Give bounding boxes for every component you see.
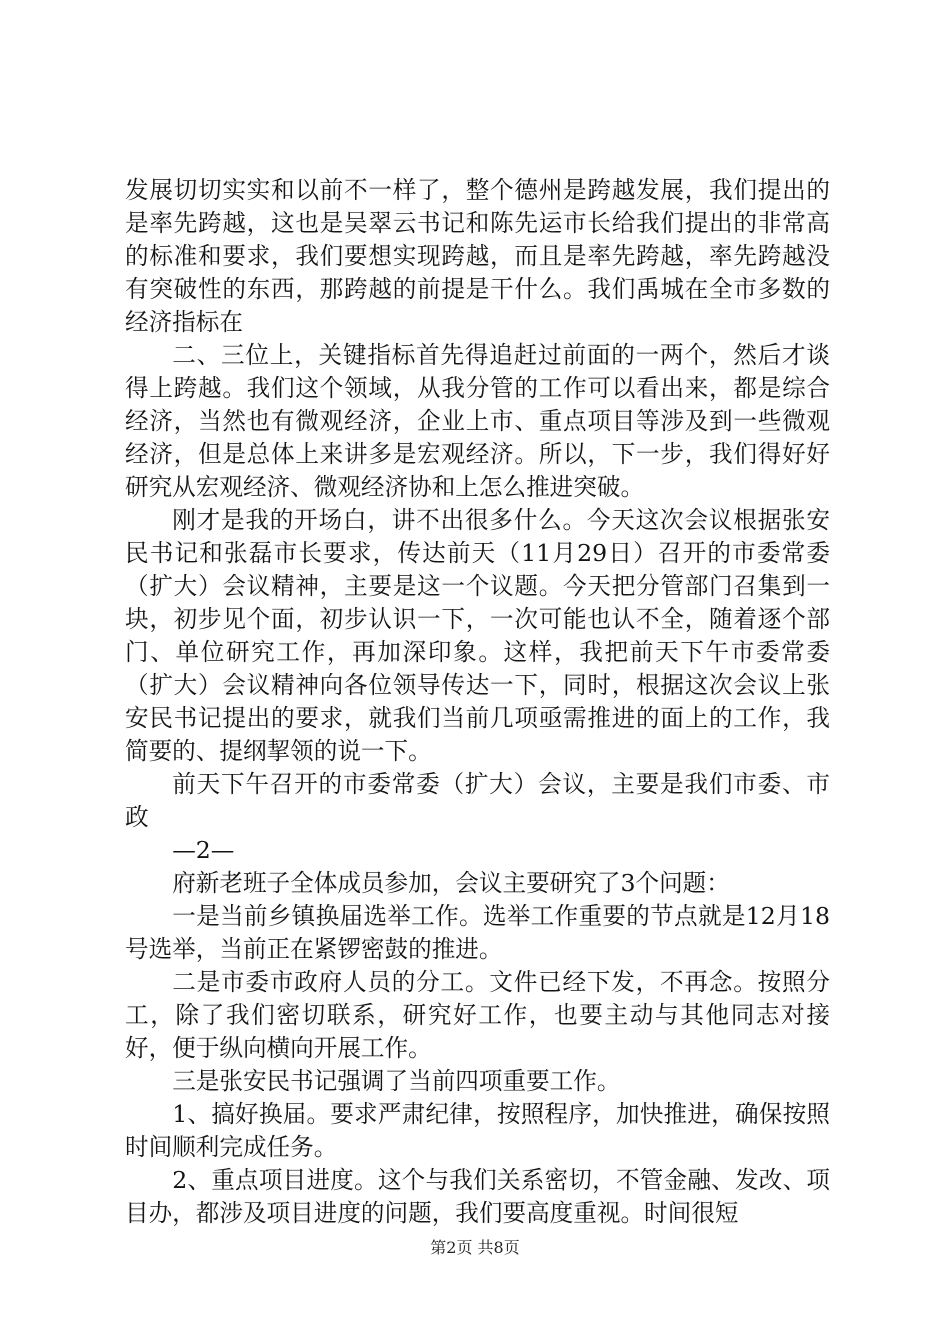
paragraph-3: 刚才是我的开场白，讲不出很多什么。今天这次会议根据张安民书记和张磊市长要求，传达前天（11月29日）召开的市委常委（扩大）会议精神，主要是这一个议题。今天把分管部门召集到一块，初步见个面，初步认识一下，一次可能也认不全，随着逐个部门、单位研究工作，再加深印象。这样，我把前天下午市委常委（扩大）会议精神向各位领导传达一下，同时，根据这次会议上张安民书记提出的要求，就我们当前几项亟需推进的面上的工作，我简要的、提纲挈领的说一下。 xyxy=(125,506,830,765)
paragraph-9: 1、搞好换届。要求严肃纪律，按照程序，加快推进，确保按照时间顺利完成任务。 xyxy=(125,1100,830,1161)
paragraph-2: 二、三位上，关键指标首先得追赶过前面的一两个，然后才谈得上跨越。我们这个领域，从我分管的工作可以看出来，都是综合经济，当然也有微观经济，企业上市、重点项目等涉及到一些微观经济，但是总体上来讲多是宏观经济。所以，下一步，我们得好好研究从宏观经济、微观经济协和上怎么推进突破。 xyxy=(125,341,830,501)
paragraph-4: 前天下午召开的市委常委（扩大）会议，主要是我们市委、市政 xyxy=(125,770,830,831)
paragraph-5: 府新老班子全体成员参加，会议主要研究了3个问题： xyxy=(172,869,730,897)
document-body xyxy=(125,174,830,1230)
page-marker: —2— xyxy=(172,836,235,864)
paragraph-7: 二是市委市政府人员的分工。文件已经下发，不再念。按照分工，除了我们密切联系，研究好工作，也要主动与其他同志对接好，便于纵向横向开展工作。 xyxy=(125,968,830,1062)
paragraph-8: 三是张安民书记强调了当前四项重要工作。 xyxy=(172,1067,621,1095)
paragraph-10: 2、重点项目进度。这个与我们关系密切，不管金融、发改、项目办，都涉及项目进度的问题，我们要高度重视。时间很短 xyxy=(125,1166,830,1227)
page-footer: 第2页 共8页 xyxy=(430,1238,520,1257)
paragraph-6: 一是当前乡镇换届选举工作。选举工作重要的节点就是12月18号选举，当前正在紧锣密鼓的推进。 xyxy=(125,902,830,963)
paragraph-1: 发展切切实实和以前不一样了，整个德州是跨越发展，我们提出的是率先跨越，这也是吴翠云书记和陈先运市长给我们提出的非常高的标准和要求，我们要想实现跨越，而且是率先跨越，率先跨越没有突破性的东西，那跨越的前提是干什么。我们禹城在全市多数的经济指标在 xyxy=(125,176,830,336)
